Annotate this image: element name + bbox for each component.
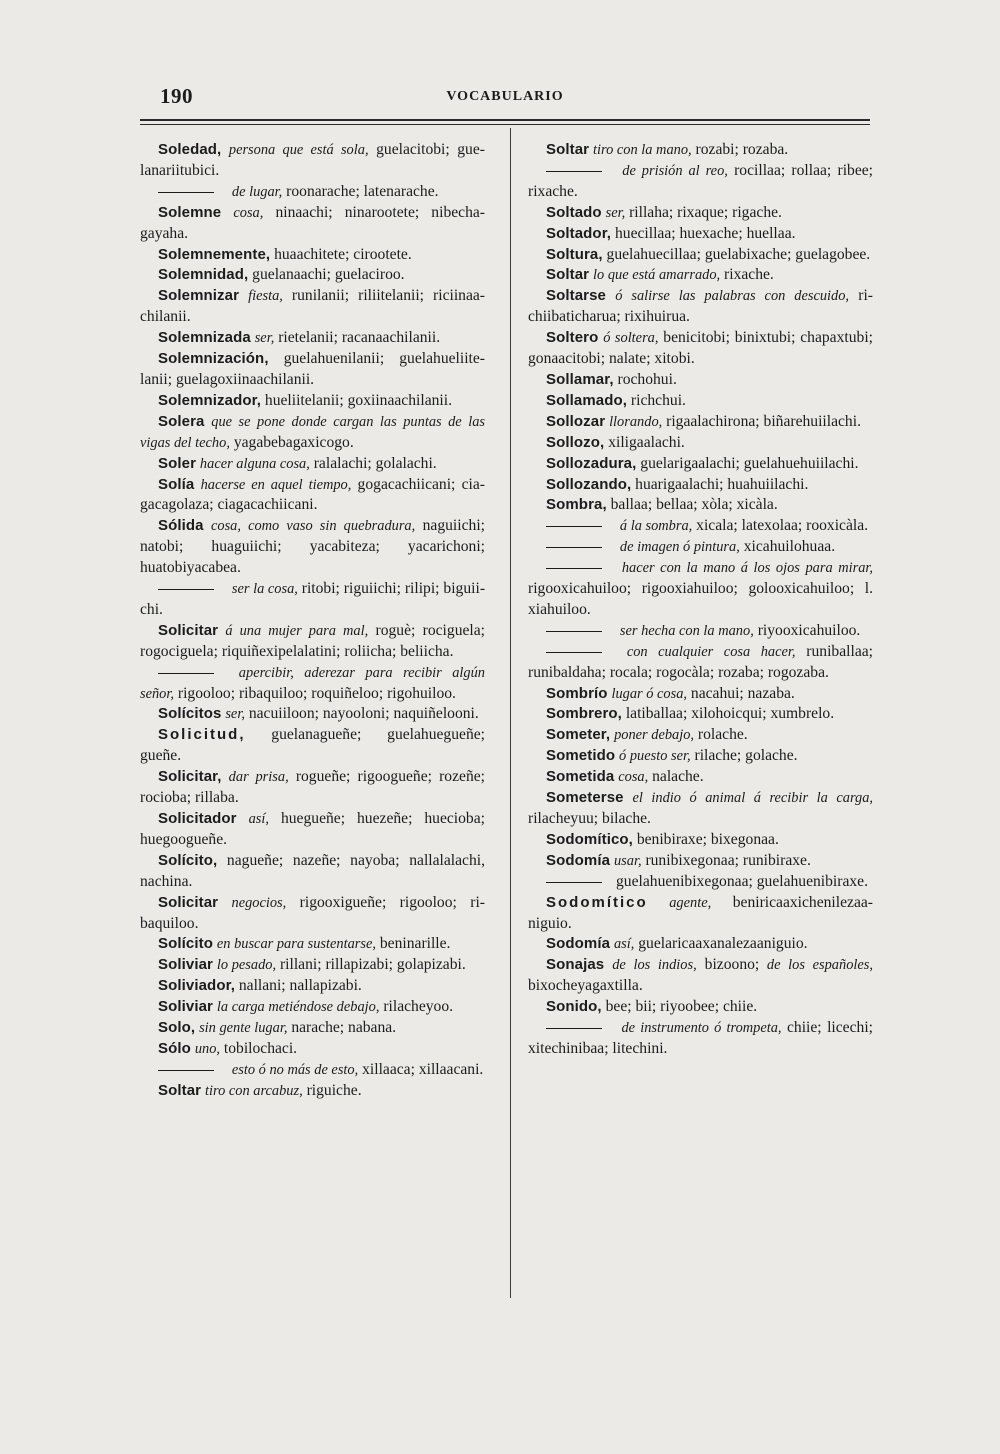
- gloss: hacerse en aquel tiempo,: [200, 476, 352, 493]
- dictionary-entry: [528, 684, 873, 705]
- dictionary-entry: [528, 516, 873, 537]
- translation: nagueñe; nazeñe; nayoba; nallalalachi, nachina.: [140, 851, 485, 890]
- translation: guelahuenilanii; guelahueliitelanii; guelagoxiinaachilanii.: [140, 350, 485, 388]
- dictionary-entry: [528, 767, 873, 788]
- headword: Someter,: [546, 726, 611, 744]
- headword: Solemnizar: [158, 287, 240, 305]
- gloss: tiro con arcabuz,: [205, 1082, 303, 1099]
- headword: Soliviar: [158, 998, 213, 1016]
- dictionary-entry: [528, 245, 873, 266]
- column-divider: [510, 128, 511, 1298]
- translation: guelahuecillaa; guelabixache; guelagobee.: [602, 245, 871, 263]
- gloss: así,: [248, 811, 269, 827]
- translation: ritobi; riguiichi; rilipi; biguiichi.: [140, 580, 486, 618]
- headword: Solemnizada: [158, 329, 251, 347]
- dictionary-entry: [528, 475, 873, 496]
- repeat-dash: [546, 652, 602, 653]
- dictionary-entry: [140, 1081, 485, 1102]
- headword: Sollozar: [546, 412, 606, 430]
- page-number: 190: [160, 84, 193, 108]
- translation: guelahuenibixegonaa; guelahuenibiraxe.: [616, 872, 868, 890]
- gloss: en buscar para sustentarse,: [216, 936, 376, 953]
- translation: huecillaa; huexache; huellaa.: [611, 224, 796, 242]
- gloss: así,: [613, 936, 635, 953]
- headword: Soliviar: [158, 956, 213, 974]
- headword: Solera: [158, 412, 205, 430]
- headword: Sonajas: [546, 956, 605, 974]
- gloss: cosa,: [618, 769, 649, 786]
- dictionary-entry: [528, 642, 873, 684]
- translation: narache; nabana.: [287, 1019, 397, 1037]
- right-column: [528, 140, 873, 1060]
- headword: Solemnización,: [158, 350, 269, 368]
- headword: Soliviador,: [158, 977, 235, 995]
- headword: Solo,: [158, 1019, 196, 1037]
- translation: riyooxicahuiloo.: [753, 621, 861, 639]
- gloss: cosa,: [233, 204, 264, 221]
- headword: Solicitar,: [158, 768, 222, 786]
- dictionary-entry: [528, 558, 873, 621]
- gloss: lo que está amarrado,: [593, 267, 721, 284]
- headword: Sometida: [546, 768, 615, 786]
- translation: xiligaalachi.: [604, 433, 685, 451]
- gloss: de los españoles,: [759, 957, 873, 974]
- gloss: de imagen ó pintura,: [619, 539, 740, 556]
- dictionary-entry: [140, 934, 485, 955]
- headword: Sodomítico: [546, 893, 648, 911]
- headword: Soltura,: [546, 245, 603, 263]
- gloss: poner debajo,: [614, 727, 695, 744]
- translation: richchui.: [627, 391, 686, 409]
- headword: Sometido: [546, 747, 616, 765]
- translation: rigooxicahuiloo; rigooxiahuiloo; golooxicahuiloo; l. xiahuiloo.: [528, 580, 873, 618]
- translation: nacahui; nazaba.: [687, 684, 795, 702]
- repeat-dash: [546, 171, 602, 172]
- dictionary-entry: [528, 621, 873, 642]
- headword: Sombra,: [546, 496, 607, 514]
- dictionary-entry: [528, 934, 873, 955]
- dictionary-entry: [140, 893, 485, 935]
- translation: rillaha; rixaque; rigache.: [625, 203, 782, 221]
- translation: ninaachi; ninarootete; nibechagayaha.: [140, 203, 485, 242]
- translation: bixocheyagaxtilla.: [528, 977, 643, 995]
- translation: tobilochaci.: [220, 1039, 298, 1057]
- gloss: ser,: [254, 330, 275, 347]
- dictionary-entry: [140, 328, 485, 349]
- dictionary-entry: [528, 872, 873, 893]
- translation: hueliitelanii; goxiinaachilanii.: [261, 391, 452, 409]
- translation: guelacitobi; guelanariitubici.: [140, 141, 485, 179]
- translation: guelarigaalachi; guelahuehuiilachi.: [636, 454, 859, 472]
- dictionary-entry: [140, 140, 485, 182]
- translation: xicala; latexolaa; rooxicàla.: [692, 517, 869, 535]
- headword: Soltero: [546, 329, 599, 347]
- translation: chiie; licechi; xitechinibaa; litechini.: [528, 1019, 873, 1057]
- dictionary-entry: [140, 412, 485, 454]
- gloss: hacer alguna cosa,: [199, 455, 310, 472]
- gloss: ser la cosa,: [231, 581, 298, 598]
- translation: rixache.: [720, 266, 774, 284]
- headword: Solemnidad,: [158, 266, 249, 284]
- header-rule-thin: [140, 124, 870, 125]
- dictionary-entry: [528, 1018, 873, 1060]
- translation: rogueñe; rigoogueñe; rozeñe; rocioba; rillaba.: [140, 768, 485, 807]
- translation: runiballaa; runibaldaha; rocala; rogocàla; rozaba; rogozaba.: [528, 642, 873, 681]
- headword: Solía: [158, 475, 195, 493]
- headword: Solicitador: [158, 810, 237, 827]
- translation: roonarache; latenarache.: [282, 182, 439, 200]
- headword: Soltado: [546, 203, 602, 221]
- headword: Solícito: [158, 935, 213, 953]
- gloss: el indio ó animal á recibir la carga,: [632, 790, 873, 807]
- translation: rolache.: [694, 726, 748, 744]
- gloss: lugar ó cosa,: [611, 685, 688, 702]
- translation: rigaalachirona; biñarehuiilachi.: [662, 412, 861, 430]
- translation: rozabi; rozaba.: [691, 141, 789, 158]
- translation: rigooloo; ribaquiloo; roquiñeloo; rigohuiloo.: [173, 684, 456, 702]
- headword: Soltador,: [546, 224, 612, 242]
- dictionary-entry: [140, 516, 485, 579]
- dictionary-entry: [528, 391, 873, 412]
- dictionary-entry: [140, 725, 485, 767]
- dictionary-entry: [140, 1060, 485, 1081]
- dictionary-entry: [140, 976, 485, 997]
- dictionary-entry: [528, 830, 873, 851]
- headword: Sollozo,: [546, 433, 605, 451]
- translation: rochohui.: [613, 370, 677, 388]
- gloss: llorando,: [609, 413, 663, 430]
- translation: benicitobi; binixtubi; chapaxtubi; gonaacitobi; nalate; xitobi.: [528, 329, 873, 368]
- translation: huegueñe; huezeñe; huecioba; huegoogueñe.: [140, 810, 485, 848]
- headword: Soledad,: [158, 141, 222, 158]
- dictionary-entry: [528, 412, 873, 433]
- dictionary-entry: [528, 704, 873, 725]
- headword: Sollamado,: [546, 391, 628, 409]
- headword: Sólo: [158, 1039, 191, 1057]
- dictionary-entry: [140, 663, 485, 705]
- dictionary-entry: [140, 265, 485, 286]
- headword: Solicitar: [158, 621, 219, 639]
- translation: rietelanii; racanaachilanii.: [274, 329, 441, 347]
- translation: beniricaaxichenilezaaniguio.: [528, 893, 873, 932]
- dictionary-entry: [140, 767, 485, 809]
- translation: rilache; golache.: [690, 747, 798, 765]
- translation: ballaa; bellaa; xòla; xicàla.: [606, 496, 778, 514]
- gloss: de instrumento ó trompeta,: [621, 1020, 782, 1037]
- translation: benibiraxe; bixegonaa.: [632, 830, 779, 848]
- dictionary-entry: [140, 851, 485, 893]
- headword: Soltar: [546, 141, 590, 158]
- headword: Sólida: [158, 517, 204, 535]
- gloss: ser,: [225, 706, 245, 723]
- translation: riguiche.: [302, 1081, 362, 1099]
- page-header: [140, 84, 870, 114]
- gloss: persona que está sola,: [228, 142, 369, 158]
- dictionary-entry: [140, 454, 485, 475]
- dictionary-entry: [528, 851, 873, 872]
- headword: Sollozadura,: [546, 454, 637, 472]
- repeat-dash: [546, 882, 602, 883]
- translation: huaachitete; cirootete.: [270, 245, 412, 263]
- headword: Solícito,: [158, 851, 218, 869]
- dictionary-entry: [528, 454, 873, 475]
- gloss: negocios,: [231, 894, 287, 911]
- translation: rilacheyuu; bilache.: [528, 810, 651, 827]
- repeat-dash: [546, 631, 602, 632]
- running-title: VOCABULARIO: [446, 89, 564, 104]
- translation: guelanagueñe; guelahuegueñe; gueñe.: [140, 726, 485, 765]
- gloss: con cualquier cosa hacer,: [626, 643, 796, 660]
- gloss: lo pesado,: [216, 957, 277, 974]
- translation: guelaricaaxanalezaaniguio.: [634, 935, 808, 953]
- dictionary-entry: [528, 725, 873, 746]
- translation: nalache.: [648, 768, 704, 786]
- gloss: de los indios,: [612, 957, 697, 974]
- translation: rocillaa; rollaa; ribee; rixache.: [528, 161, 873, 200]
- translation: naguiichi; natobi; huaguiichi; yacabiteza; yacarichoni; huatobiyacabea.: [140, 517, 485, 577]
- gloss: sin gente lugar,: [199, 1020, 288, 1037]
- translation: gogacachiicani; ciagacagolaza; ciagacachiicani.: [140, 475, 485, 514]
- gloss: á la sombra,: [619, 518, 693, 535]
- gloss: á una mujer para mal,: [225, 622, 369, 639]
- headword: Sodomía: [546, 851, 611, 869]
- dictionary-entry: [140, 809, 485, 851]
- dictionary-entry: [140, 704, 485, 725]
- dictionary-entry: [140, 621, 485, 663]
- translation: xillaaca; xillaacani.: [358, 1060, 484, 1078]
- dictionary-entry: [528, 746, 873, 767]
- left-column: [140, 140, 485, 1102]
- headword: Soler: [158, 454, 197, 472]
- header-rule-thick: [140, 119, 870, 121]
- dictionary-entry: [528, 140, 873, 161]
- gloss: de lugar,: [231, 183, 283, 200]
- headword: Sodomía: [546, 935, 611, 953]
- gloss: ó soltera,: [603, 330, 659, 347]
- repeat-dash: [546, 547, 602, 548]
- dictionary-entry: [528, 224, 873, 245]
- headword: Solicitud,: [158, 726, 246, 744]
- gloss: cosa, como vaso sin quebradura,: [211, 518, 416, 535]
- translation: roguè; rociguela; rogociguela; riquiñexipelalatini; roliicha; beliicha.: [140, 621, 485, 660]
- gloss: apercibir, aderezar para recibir algún señor,: [140, 664, 485, 702]
- headword: Sonido,: [546, 998, 602, 1016]
- headword: Solemnemente,: [158, 245, 271, 263]
- translation: rigooxigueñe; rigooloo; ribaquiloo.: [140, 893, 485, 932]
- translation: runilanii; riliitelanii; riciinaachilanii.: [140, 287, 485, 326]
- translation: nallani; nallapizabi.: [234, 977, 362, 995]
- dictionary-entry: [140, 997, 485, 1018]
- translation: beninarille.: [375, 935, 451, 953]
- gloss: ó puesto ser,: [619, 748, 691, 765]
- dictionary-entry: [140, 475, 485, 517]
- translation: bizoono;: [696, 956, 760, 974]
- translation: huarigaalachi; huahuiilachi.: [631, 475, 809, 493]
- translation: bee; bii; riyoobee; chiie.: [601, 998, 758, 1016]
- dictionary-entry: [140, 349, 485, 391]
- dictionary-entry: [528, 370, 873, 391]
- translation: latiballaa; xilohoicqui; xumbrelo.: [621, 705, 835, 723]
- gloss: ser hecha con la mano,: [619, 622, 754, 639]
- translation: yagabebagaxicogo.: [229, 433, 354, 451]
- headword: Someterse: [546, 789, 624, 807]
- gloss: ó salirse las palabras con descuido,: [615, 288, 850, 305]
- repeat-dash: [546, 526, 602, 527]
- repeat-dash: [158, 673, 214, 674]
- headword: Solícitos: [158, 705, 222, 723]
- repeat-dash: [158, 192, 214, 193]
- dictionary-entry: [140, 579, 485, 621]
- dictionary-entry: [528, 328, 873, 370]
- translation: rillani; rillapizabi; golapizabi.: [276, 956, 466, 974]
- gloss: dar prisa,: [228, 769, 289, 786]
- headword: Solicitar: [158, 893, 219, 911]
- dictionary-entry: [140, 245, 485, 266]
- translation: rilacheyoo.: [379, 998, 454, 1016]
- headword: Sodomítico,: [546, 830, 633, 848]
- headword: Soltar: [158, 1081, 202, 1099]
- dictionary-entry: [528, 788, 873, 830]
- dictionary-entry: [140, 203, 485, 245]
- gloss: tiro con la mano,: [593, 142, 692, 158]
- dictionary-entry: [528, 955, 873, 997]
- dictionary-entry: [140, 955, 485, 976]
- headword: Sollamar,: [546, 370, 614, 388]
- translation: richiibaticharua; rixihuirua.: [528, 287, 873, 326]
- dictionary-entry: [528, 433, 873, 454]
- gloss: usar,: [613, 852, 642, 869]
- dictionary-entry: [140, 1039, 485, 1060]
- repeat-dash: [158, 1070, 214, 1071]
- gloss: esto ó no más de esto,: [231, 1061, 359, 1078]
- headword: Soltarse: [546, 287, 606, 305]
- dictionary-entry: [140, 1018, 485, 1039]
- dictionary-entry: [528, 203, 873, 224]
- gloss: fiesta,: [248, 288, 283, 305]
- gloss: agente,: [669, 894, 712, 911]
- translation: xicahuilohuaa.: [739, 538, 836, 556]
- dictionary-entry: [528, 997, 873, 1018]
- headword: Sombrío: [546, 684, 608, 702]
- dictionary-entry: [528, 537, 873, 558]
- dictionary-entry: [528, 161, 873, 203]
- headword: Solemne: [158, 203, 222, 221]
- headword: Soltar: [546, 266, 590, 284]
- translation: nacuiiloon; nayooloni; naquiñelooni.: [244, 705, 479, 723]
- gloss: uno,: [194, 1040, 220, 1057]
- repeat-dash: [546, 568, 602, 569]
- dictionary-entry: [528, 495, 873, 516]
- translation: ralalachi; golalachi.: [309, 454, 437, 472]
- headword: Solemnizador,: [158, 391, 261, 409]
- dictionary-entry: [528, 893, 873, 935]
- dictionary-entry: [140, 182, 485, 203]
- gloss: la carga metiéndose debajo,: [216, 999, 380, 1016]
- gloss: de prisión al reo,: [622, 162, 728, 179]
- gloss: hacer con la mano á los ojos para mirar,: [621, 560, 873, 577]
- repeat-dash: [158, 589, 214, 590]
- headword: Sollozando,: [546, 475, 632, 493]
- dictionary-entry: [140, 391, 485, 412]
- dictionary-entry: [528, 265, 873, 286]
- translation: guelanaachi; guelaciroo.: [248, 266, 405, 284]
- headword: Sombrero,: [546, 705, 622, 723]
- translation: runibixegonaa; runibiraxe.: [641, 851, 811, 869]
- gloss: ser,: [605, 204, 626, 221]
- gloss: que se pone donde cargan las puntas de las vigas del techo,: [140, 413, 485, 451]
- repeat-dash: [546, 1028, 602, 1029]
- dictionary-entry: [140, 286, 485, 328]
- dictionary-entry: [528, 286, 873, 328]
